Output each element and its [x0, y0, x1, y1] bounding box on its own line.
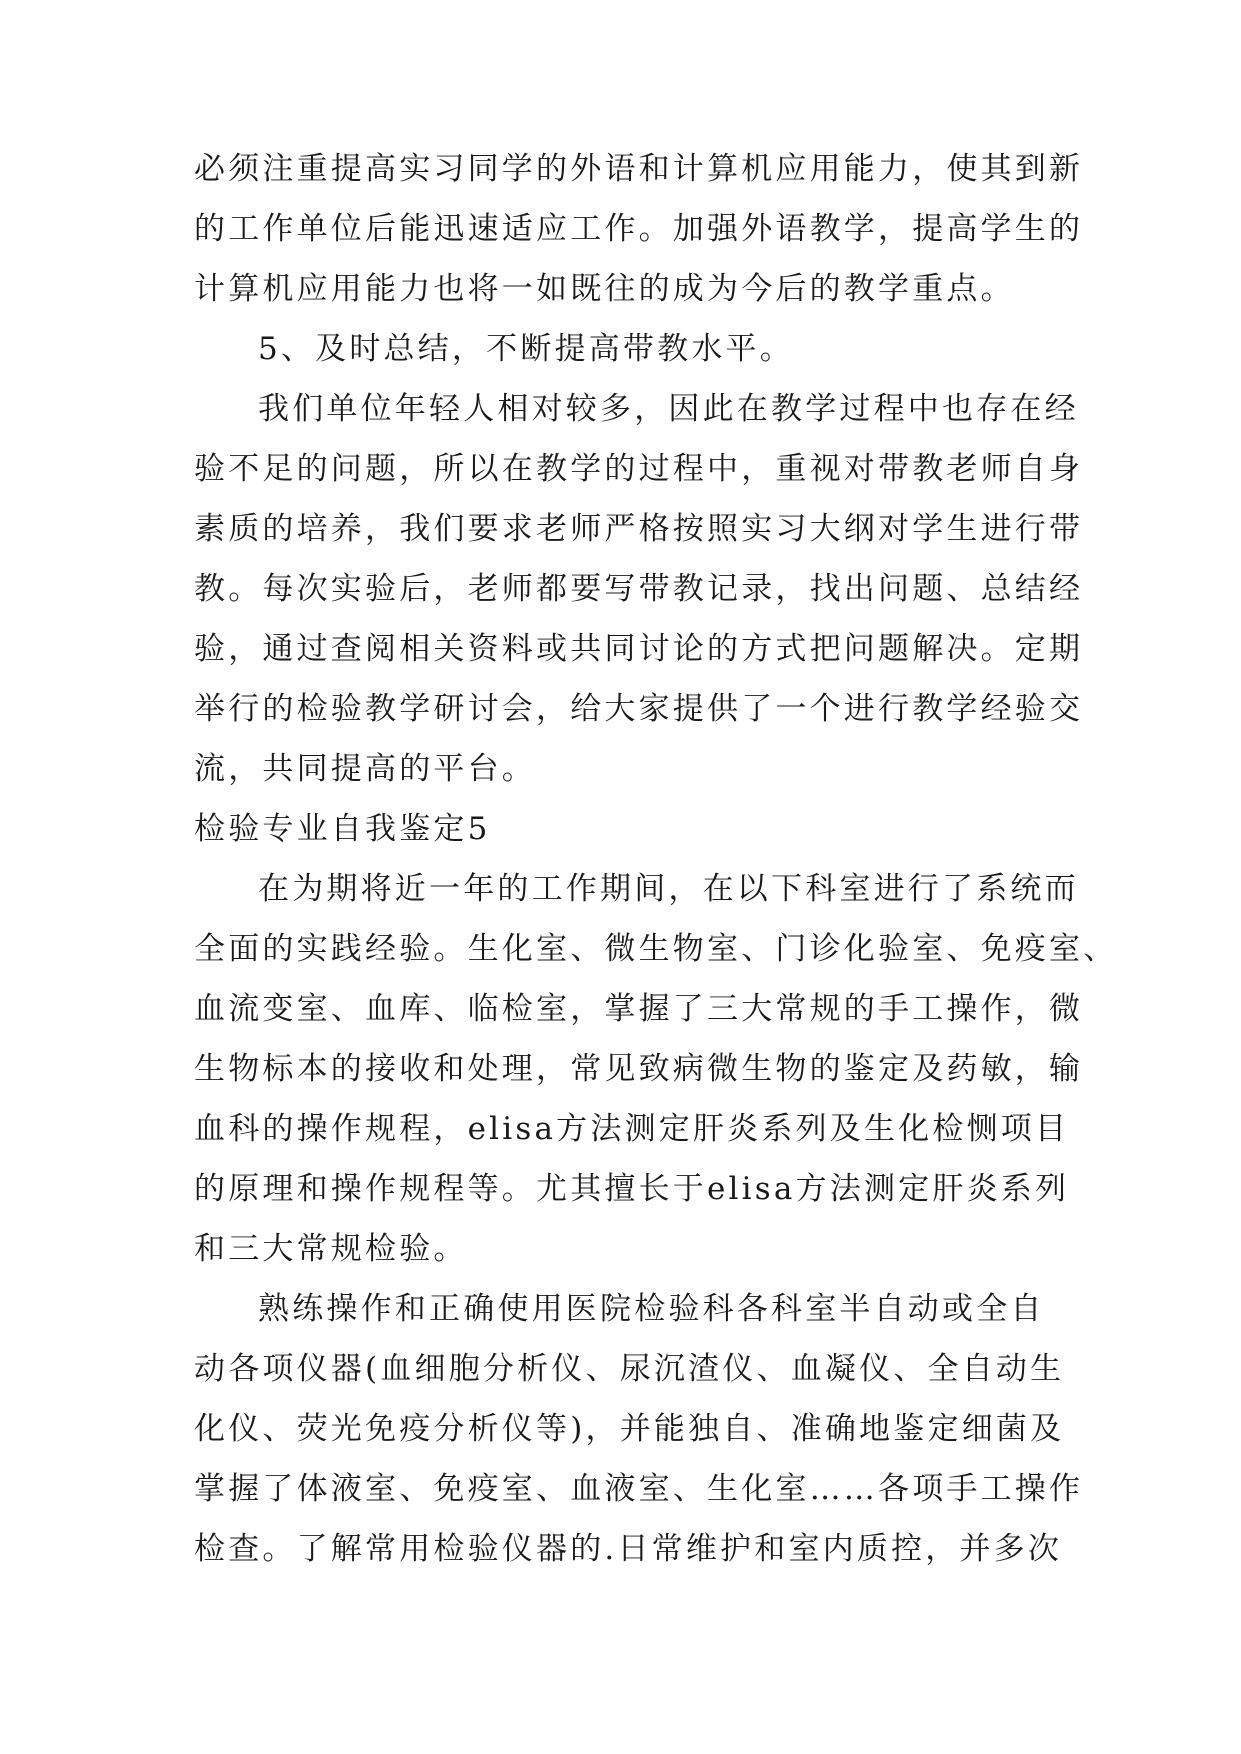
- paragraph-line: 验，通过查阅相关资料或共同讨论的方式把问题解决。定期: [194, 631, 1084, 667]
- paragraph-line: 掌握了体液室、免疫室、血液室、生化室……各项手工操作: [194, 1471, 1084, 1507]
- section-title: 检验专业自我鉴定5: [194, 811, 491, 847]
- paragraph-line: 血流变室、血库、临检室，掌握了三大常规的手工操作，微: [194, 991, 1084, 1027]
- paragraph-line: 验不足的问题，所以在教学的过程中，重视对带教老师自身: [194, 451, 1084, 487]
- paragraph-line: 必须注重提高实习同学的外语和计算机应用能力，使其到新: [194, 151, 1084, 187]
- section-item-heading: 5、及时总结，不断提高带教水平。: [258, 331, 794, 367]
- paragraph-line: 流，共同提高的平台。: [194, 751, 536, 787]
- paragraph-line: 教。每次实验后，老师都要写带教记录，找出问题、总结经: [194, 571, 1084, 607]
- paragraph-line: 血科的操作规程，elisa方法测定肝炎系列及生化检恻项目: [194, 1111, 1070, 1147]
- paragraph-line: 化仪、荧光免疫分析仪等)，并能独自、准确地鉴定细菌及: [194, 1411, 1065, 1447]
- paragraph-line: 动各项仪器(血细胞分析仪、尿沉渣仪、血凝仪、全自动生: [194, 1351, 1065, 1387]
- document-body: [194, 139, 1118, 1579]
- paragraph-line: 我们单位年轻人相对较多，因此在教学过程中也存在经: [258, 391, 1079, 427]
- paragraph-line: 生物标本的接收和处理，常见致病微生物的鉴定及药敏，输: [194, 1051, 1084, 1087]
- paragraph-line: 的原理和操作规程等。尤其擅长于elisa方法测定肝炎系列: [194, 1171, 1070, 1207]
- paragraph-line: 全面的实践经验。生化室、微生物室、门诊化验室、免疫室、: [194, 931, 1118, 967]
- paragraph-line: 在为期将近一年的工作期间，在以下科室进行了系统而: [258, 871, 1079, 907]
- paragraph-line: 和三大常规检验。: [194, 1231, 468, 1267]
- paragraph-line: 熟练操作和正确使用医院检验科各科室半自动或全自: [258, 1291, 1045, 1327]
- paragraph-line: 的工作单位后能迅速适应工作。加强外语教学，提高学生的: [194, 211, 1084, 247]
- paragraph-line: 举行的检验教学研讨会，给大家提供了一个进行教学经验交: [194, 691, 1084, 727]
- paragraph-line: 素质的培养，我们要求老师严格按照实习大纲对学生进行带: [194, 511, 1084, 547]
- paragraph-line: 计算机应用能力也将一如既往的成为今后的教学重点。: [194, 271, 1015, 307]
- paragraph-line: 检查。了解常用检验仪器的.日常维护和室内质控，并多次: [194, 1531, 1063, 1567]
